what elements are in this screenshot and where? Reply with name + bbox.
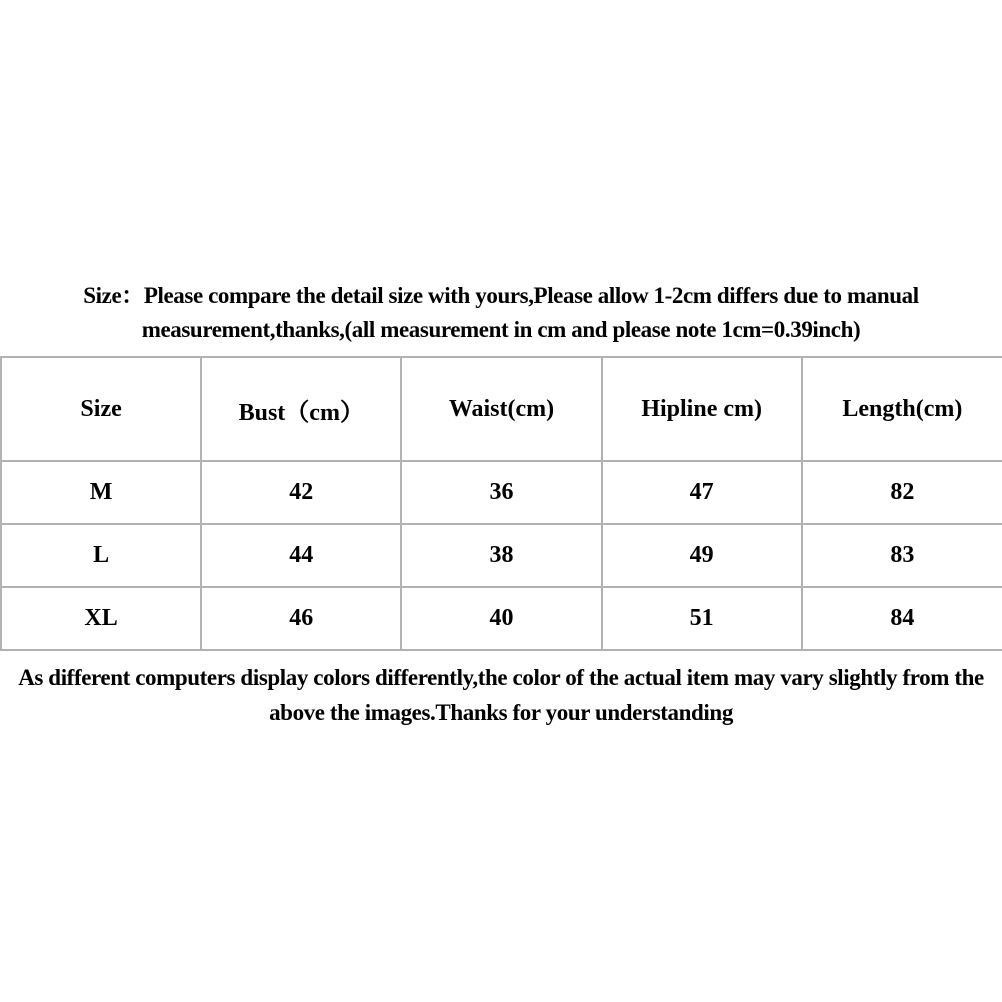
color-disclaimer-line-2: above the images.Thanks for your understanding bbox=[269, 700, 733, 725]
size-label-l: L bbox=[1, 524, 201, 587]
measurement-note-line-2: measurement,thanks,(all measurement in cm and please note 1cm=0.39inch) bbox=[141, 317, 861, 342]
size-table-header-length: Length(cm) bbox=[802, 357, 1002, 461]
length-value-l: 83 bbox=[802, 524, 1002, 587]
color-disclaimer-note bbox=[0, 660, 1002, 730]
size-table-header-bust: Bust（cm） bbox=[201, 357, 401, 461]
size-table bbox=[0, 356, 1002, 651]
length-value-m: 82 bbox=[802, 461, 1002, 524]
size-table-header-size: Size bbox=[1, 357, 201, 461]
bust-value-xl: 46 bbox=[201, 587, 401, 650]
size-table-row-l bbox=[1, 524, 1002, 587]
measurement-note bbox=[0, 279, 1002, 347]
waist-value-m: 36 bbox=[401, 461, 601, 524]
bust-value-l: 44 bbox=[201, 524, 401, 587]
length-value-xl: 84 bbox=[802, 587, 1002, 650]
color-disclaimer-line-1: As different computers display colors differently,the color of the actual item may vary slightly from the bbox=[18, 665, 984, 690]
bust-value-m: 42 bbox=[201, 461, 401, 524]
waist-value-l: 38 bbox=[401, 524, 601, 587]
size-label-xl: XL bbox=[1, 587, 201, 650]
size-table-header-hipline: Hipline cm) bbox=[602, 357, 802, 461]
size-label-m: M bbox=[1, 461, 201, 524]
size-table-header-row bbox=[1, 357, 1002, 461]
size-table-header-waist: Waist(cm) bbox=[401, 357, 601, 461]
waist-value-xl: 40 bbox=[401, 587, 601, 650]
size-table-row-m bbox=[1, 461, 1002, 524]
hipline-value-xl: 51 bbox=[602, 587, 802, 650]
hipline-value-l: 49 bbox=[602, 524, 802, 587]
measurement-note-line-1: Size：Please compare the detail size with yours,Please allow 1-2cm differs due to manual bbox=[83, 283, 919, 308]
size-table-row-xl bbox=[1, 587, 1002, 650]
hipline-value-m: 47 bbox=[602, 461, 802, 524]
